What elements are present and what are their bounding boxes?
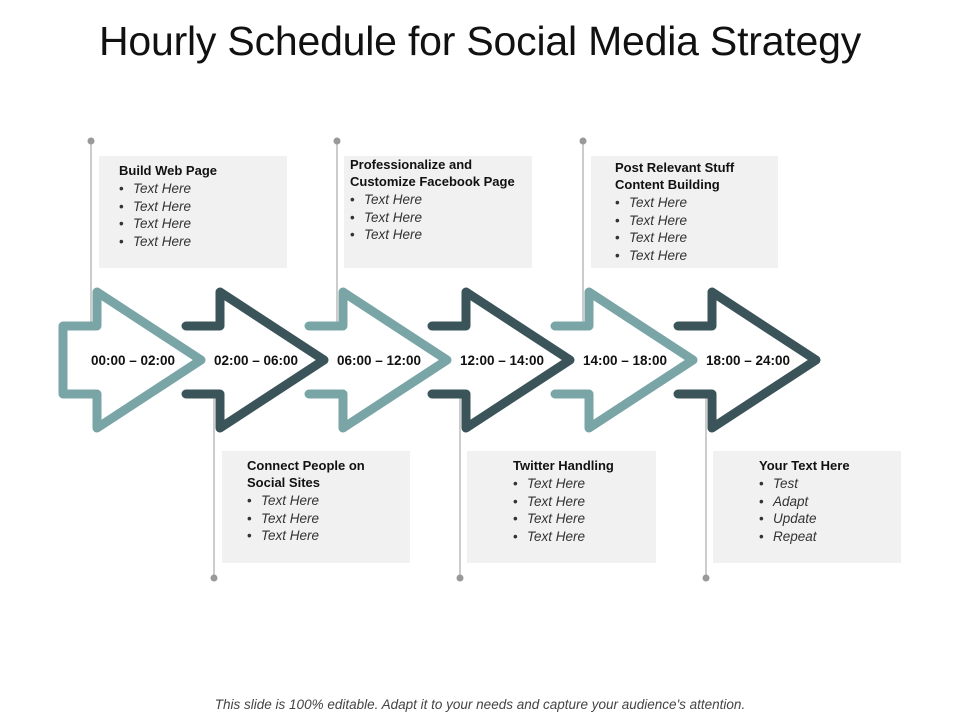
step-heading: Professionalize and Customize Facebook Page	[350, 157, 515, 189]
list-item: • Text Here	[615, 212, 768, 230]
list-item: • Text Here	[513, 510, 646, 528]
footer-note: This slide is 100% editable. Adapt it to your needs and capture your audience's attention.	[214, 697, 746, 712]
connector-dot-0	[88, 138, 95, 145]
step-list	[119, 180, 277, 250]
step-list	[759, 475, 891, 545]
list-item: • Text Here	[615, 247, 768, 265]
time-label-3: 12:00 – 14:00	[459, 353, 545, 368]
slide-title: Hourly Schedule for Social Media Strategy	[98, 18, 862, 64]
list-item: • Text Here	[247, 510, 400, 528]
list-item: • Text Here	[615, 229, 768, 247]
step-list	[615, 194, 768, 264]
list-item: • Text Here	[513, 475, 646, 493]
list-item: • Text Here	[350, 226, 522, 244]
step-box-1	[222, 451, 410, 563]
list-item: • Text Here	[247, 492, 400, 510]
list-item: • Text Here	[615, 194, 768, 212]
time-label-1: 02:00 – 06:00	[213, 353, 299, 368]
list-item: • Repeat	[759, 528, 891, 546]
time-label-4: 14:00 – 18:00	[582, 353, 668, 368]
list-item: • Update	[759, 510, 891, 528]
list-item: • Text Here	[119, 215, 277, 233]
step-heading: Your Text Here	[759, 458, 850, 473]
list-item: • Text Here	[350, 191, 522, 209]
time-label-2: 06:00 – 12:00	[336, 353, 422, 368]
step-heading: Build Web Page	[119, 163, 217, 178]
connector-dot-3	[457, 575, 464, 582]
step-list	[247, 492, 400, 545]
step-box-3	[467, 451, 656, 563]
time-label-0: 00:00 – 02:00	[90, 353, 176, 368]
time-label-5: 18:00 – 24:00	[705, 353, 791, 368]
step-list	[513, 475, 646, 545]
list-item: • Text Here	[119, 233, 277, 251]
step-box-2	[344, 156, 532, 268]
connector-dot-1	[211, 575, 218, 582]
step-heading: Post Relevant Stuff Content Building	[615, 160, 735, 192]
step-heading: Connect People on Social Sites	[247, 458, 365, 490]
connector-dot-2	[334, 138, 341, 145]
step-list	[350, 191, 522, 244]
connector-dot-4	[580, 138, 587, 145]
step-box-5	[713, 451, 901, 563]
list-item: • Text Here	[119, 198, 277, 216]
step-box-0	[99, 156, 287, 268]
list-item: • Text Here	[513, 528, 646, 546]
list-item: • Text Here	[119, 180, 277, 198]
connector-dot-5	[703, 575, 710, 582]
list-item: • Text Here	[513, 493, 646, 511]
list-item: • Text Here	[247, 527, 400, 545]
list-item: • Test	[759, 475, 891, 493]
list-item: • Text Here	[350, 209, 522, 227]
list-item: • Adapt	[759, 493, 891, 511]
step-heading: Twitter Handling	[513, 458, 614, 473]
step-box-4	[591, 156, 778, 268]
